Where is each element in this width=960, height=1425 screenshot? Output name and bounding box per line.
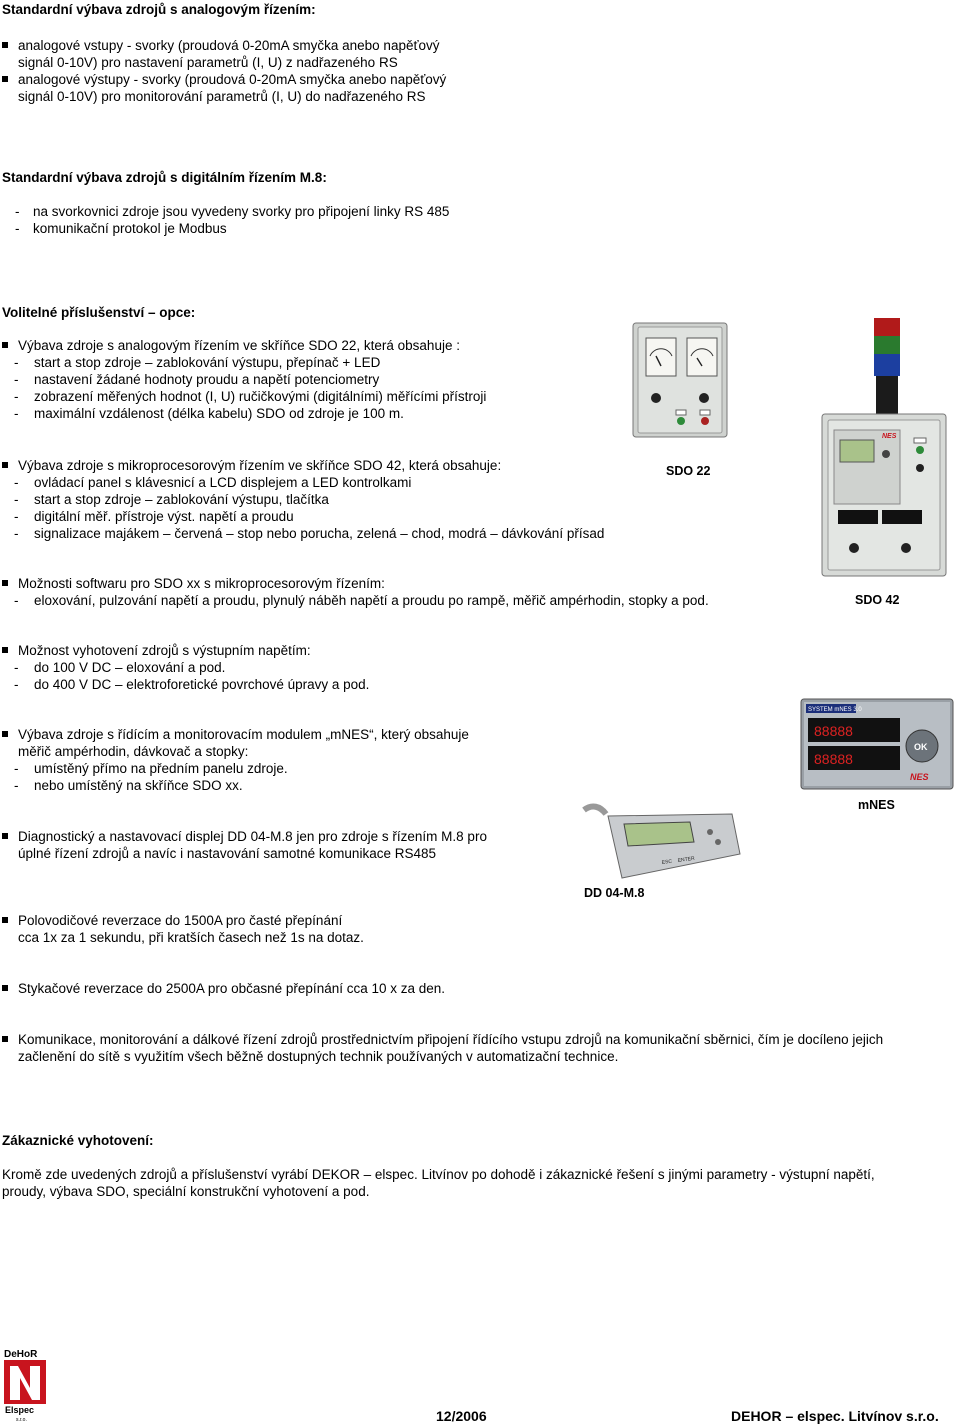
dd04-image	[582, 800, 744, 880]
software-block: Možnosti softwaru pro SDO xx s mikroprocesorovým řízením:	[2, 575, 385, 592]
list-item: - do 400 V DC – elektroforetické povrchové úpravy a pod.	[14, 677, 370, 692]
esc-label: ESC	[661, 858, 673, 866]
list-item: - nebo umístěný na skříňce SDO xx.	[14, 778, 243, 793]
styk-block: Stykačové reverzace do 2500A pro občasné přepínání cca 10 x za den.	[2, 980, 445, 997]
enter-label: ENTER	[677, 855, 696, 864]
company-logo	[2, 1346, 48, 1422]
list-item: - nastavení žádané hodnoty proudu a napětí potenciometry	[14, 372, 380, 387]
sdo22-image	[632, 322, 728, 438]
list-item: - signalizace majákem – červená – stop nebo porucha, zelená – chod, modrá – dávkování přísad	[14, 526, 605, 541]
heading-analog: Standardní výbava zdrojů s analogovým řízením:	[2, 2, 316, 17]
footer-company: DEHOR – elspec. Litvínov s.r.o.	[731, 1408, 939, 1424]
bullet-icon	[2, 917, 8, 923]
polo-block: Polovodičové reverzace do 1500A pro časté přepínání cca 1x za 1 sekundu, při kratších časech než 1s na dotaz.	[2, 912, 364, 946]
bullet-icon	[2, 647, 8, 653]
list-item: - eloxování, pulzování napětí a proudu, plynulý náběh napětí a proudu po rampě, měřič ampérhodin, stopky a pod.	[14, 593, 709, 608]
software-list	[14, 592, 709, 609]
bullet-icon	[2, 580, 8, 586]
voltage-list	[14, 659, 369, 693]
caption-mnes: mNES	[858, 798, 895, 812]
nes-logo-mnes: NES	[910, 772, 929, 782]
heading-options: Volitelné příslušenství – opce:	[2, 305, 196, 320]
caption-sdo22: SDO 22	[666, 464, 711, 478]
sdo22-block: Výbava zdroje s analogovým řízením ve skříňce SDO 22, která obsahuje :	[2, 337, 460, 354]
ok-label: OK	[914, 742, 928, 752]
bullet-icon	[2, 731, 8, 737]
footer-date: 12/2006	[436, 1408, 487, 1424]
mnes-block: Výbava zdroje s řídícím a monitorovacím modulem „mNES“, který obsahuje měřič ampérhodin, dávkovač a stopky:	[2, 726, 469, 760]
bullet-icon	[2, 1036, 8, 1042]
list-item: - do 100 V DC – eloxování a pod.	[14, 660, 226, 675]
list-item: - start a stop zdroje – zablokování výstupu, přepínač + LED	[14, 355, 381, 370]
bullet-icon	[2, 342, 8, 348]
list-item: analogové vstupy - svorky (proudová 0-20mA smyčka anebo napěťový	[2, 37, 446, 54]
svg-text:88888: 88888	[814, 723, 853, 739]
list-item: - komunikační protokol je Modbus	[15, 221, 227, 236]
bullet-icon	[2, 833, 8, 839]
caption-sdo42: SDO 42	[855, 593, 900, 607]
list-item-cont: signál 0-10V) pro monitorování parametrů (I, U) do nadřazeného RS	[18, 89, 426, 104]
heading-digital: Standardní výbava zdrojů s digitálním řízením M.8:	[2, 170, 327, 185]
mnes-head-text: SYSTEM mNES 3.0	[808, 707, 862, 713]
komun-block: Komunikace, monitorování a dálkové řízení zdrojů prostřednictvím připojení řídícího vstupu zdrojů na komunikační sběrnici, čím je docíleno jejich začlenění do sítě s využitím všech běžně dostupných technik používaných v automatizační technice.	[2, 1031, 883, 1065]
list-item: - na svorkovnici zdroje jsou vyvedeny svorky pro připojení linky RS 485	[15, 204, 450, 219]
sdo42-list	[14, 474, 604, 542]
bullet-icon	[2, 985, 8, 991]
digital-list	[15, 203, 449, 237]
list-item: analogové výstupy - svorky (proudová 0-20mA smyčka anebo napěťový	[2, 71, 446, 88]
logo-bottom-text: Elspec	[5, 1405, 35, 1415]
caption-dd04: DD 04-M.8	[584, 886, 645, 900]
bullet-icon	[2, 76, 8, 82]
nes-logo: NES	[882, 433, 897, 440]
list-item: - digitální měř. přístroje výst. napětí a proudu	[14, 509, 294, 524]
list-item: - ovládací panel s klávesnicí a LCD displejem a LED kontrolkami	[14, 475, 412, 490]
logo-sub-text: s.r.o.	[16, 1417, 27, 1422]
voltage-block: Možnost vyhotovení zdrojů s výstupním napětím:	[2, 642, 311, 659]
list-item: - zobrazení měřených hodnot (I, U) ručičkovými (digitálními) měřícími přístroji	[14, 389, 487, 404]
list-item: - maximální vzdálenost (délka kabelu) SDO od zdroje je 100 m.	[14, 406, 404, 421]
sdo42-block: Výbava zdroje s mikroprocesorovým řízením ve skříňce SDO 42, která obsahuje:	[2, 457, 501, 474]
dd04-block: Diagnostický a nastavovací displej DD 04-M.8 jen pro zdroje s řízením M.8 pro úplné řízení zdrojů a navíc i nastavování samotné komunikace RS485	[2, 828, 487, 862]
sdo22-list	[14, 354, 486, 422]
mnes-list	[14, 760, 288, 794]
svg-text:88888: 88888	[814, 751, 853, 767]
heading-custom: Zákaznické vyhotovení:	[2, 1133, 154, 1148]
bullet-icon	[2, 42, 8, 48]
list-item-cont: signál 0-10V) pro nastavení parametrů (I, U) z nadřazeného RS	[18, 55, 398, 70]
analog-list	[2, 37, 446, 105]
custom-text: Kromě zde uvedených zdrojů a příslušenství vyrábí DEKOR – elspec. Litvínov po dohodě i zákaznické řešení s jinými parametry - výstupní napětí, proudy, výbava SDO, speciální konstrukční vyhotovení a pod.	[2, 1167, 875, 1199]
bullet-icon	[2, 462, 8, 468]
sdo42-image	[820, 316, 948, 578]
list-item: - start a stop zdroje – zablokování výstupu, tlačítka	[14, 492, 329, 507]
logo-top-text: DeHoR	[4, 1349, 38, 1360]
mnes-image	[800, 698, 954, 790]
list-item: - umístěný přímo na předním panelu zdroje.	[14, 761, 288, 776]
